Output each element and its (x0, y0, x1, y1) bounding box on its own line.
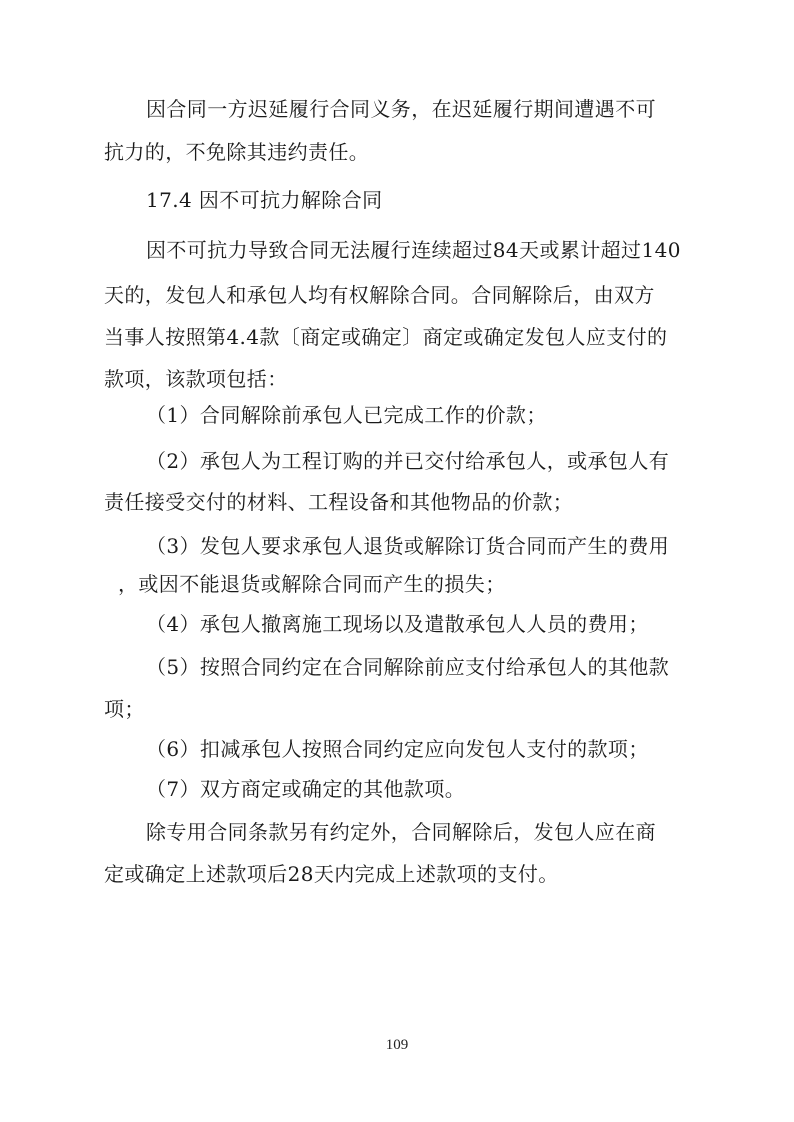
text-line: 责任接受交付的材料、工程设备和其他物品的价款； (104, 490, 574, 514)
text-line: 定或确定上述款项后28天内完成上述款项的支付。 (104, 862, 559, 886)
text-line: 款项，该款项包括： (104, 367, 288, 391)
text-line: 除专用合同条款另有约定外，合同解除后，发包人应在商 (146, 820, 656, 844)
text-line: 因合同一方迟延履行合同义务，在迟延履行期间遭遇不可 (146, 97, 656, 121)
page-number: 109 (385, 1037, 409, 1053)
list-item: （3）发包人要求承包人退货或解除订货合同而产生的费用 (146, 534, 670, 558)
list-item: （2）承包人为工程订购的并已交付给承包人，或承包人有 (146, 449, 670, 473)
text-line: 当事人按照第4.4款〔商定或确定〕商定或确定发包人应支付的 (104, 325, 668, 349)
text-line: 因不可抗力导致合同无法履行连续超过84天或累计超过140 (146, 238, 681, 262)
text-line: ，或因不能退货或解除合同而产生的损失； (118, 572, 506, 596)
text-line: 抗力的，不免除其违约责任。 (104, 140, 370, 164)
text-line: 项； (104, 697, 145, 721)
list-item: （7）双方商定或确定的其他款项。 (146, 777, 466, 801)
list-item: （6）扣减承包人按照合同约定应向发包人支付的款项； (146, 737, 649, 761)
list-item: （5）按照合同约定在合同解除前应支付给承包人的其他款 (146, 655, 670, 679)
text-line: 天的，发包人和承包人均有权解除合同。合同解除后，由双方 (104, 283, 655, 307)
list-item: （1）合同解除前承包人已完成工作的价款； (146, 403, 547, 427)
section-heading: 17.4 因不可抗力解除合同 (146, 188, 383, 212)
list-item: （4）承包人撤离施工现场以及遣散承包人人员的费用； (146, 612, 649, 636)
